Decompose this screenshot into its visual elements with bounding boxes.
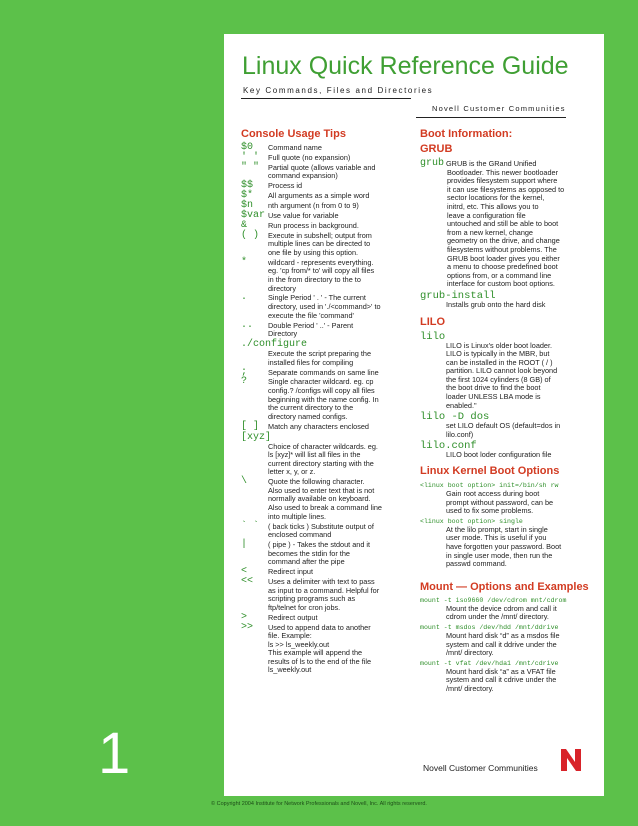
console-tip-row — [241, 202, 415, 211]
kernel-options-list — [420, 482, 585, 569]
console-tip-row — [241, 420, 415, 432]
lilo-default-command: lilo -D dos — [420, 411, 490, 424]
kernel-options-heading: Linux Kernel Boot Options — [420, 465, 560, 478]
kernel-option-description: At the lilo prompt, start in single user mode. This is useful if you have forgotten your password. Boot in single user mode, then run the passwd command. — [446, 524, 562, 569]
console-tip-symbol: $* — [241, 190, 254, 202]
mount-example-description: Mount the device cdrom and call it cdrom under the /mnt/ directory. — [446, 603, 557, 622]
console-tip-symbol: ; — [241, 366, 248, 378]
console-tip-symbol: $$ — [241, 180, 254, 192]
console-tip-symbol: >> — [241, 621, 254, 633]
mount-heading: Mount — Options and Examples — [420, 580, 589, 593]
boot-column — [420, 128, 589, 696]
console-tips-heading: Console Usage Tips — [241, 128, 346, 140]
console-tip-row — [241, 256, 415, 293]
console-tip-row — [241, 151, 415, 163]
console-tip-description: Single Period ' . ' - The current directory, used in './<command>' to execute the file 'command' — [268, 293, 381, 320]
console-tip-row — [241, 161, 415, 181]
console-tip-description: Quote the following character. Also used to enter text that is not normally available on keyboard. Also used to break a command line into multiple lines. — [268, 477, 382, 521]
console-tip-symbol: * — [241, 256, 248, 268]
console-tip-symbol: ' ' — [241, 151, 260, 163]
console-tip-symbol: ` ` — [241, 520, 260, 532]
console-tip-description: Redirect input — [268, 567, 314, 577]
grub-heading: GRUB — [420, 143, 453, 155]
console-tip-symbol: > — [241, 611, 248, 623]
console-tip-description: Run process in background. — [268, 220, 359, 230]
console-tip-symbol: $var — [241, 209, 266, 221]
console-tip-row — [241, 575, 415, 612]
page-subtitle: Key Commands, Files and Directories — [243, 86, 434, 95]
console-tip-description: Use value for variable — [268, 210, 339, 220]
console-tip-symbol: << — [241, 575, 254, 587]
console-tip-row — [241, 144, 415, 153]
mount-example-command: mount -t iso9660 /dev/cdrom mnt/cdrom — [420, 596, 567, 604]
header-rule-left — [241, 98, 411, 99]
kernel-option-command: <linux boot option> init=/bin/sh rw — [420, 482, 559, 490]
kernel-option-command: <linux boot option> single — [420, 517, 523, 525]
grub-install-command: grub-install — [420, 289, 496, 302]
grub-entry — [420, 160, 585, 289]
console-tip-description: Partial quote (allows variable and command expansion) — [268, 162, 376, 181]
console-tip-row — [241, 182, 415, 191]
console-tip-description: ( back ticks ) Substitute output of enclosed command — [268, 521, 374, 540]
console-tip-row — [241, 478, 415, 521]
console-tip-row — [241, 340, 415, 367]
mount-example-description: Mount hard disk “d” as a msdos file system and call it ddrive under the /mnt/ directory. — [446, 630, 560, 658]
console-tip-symbol: $n — [241, 200, 254, 212]
console-tip-description: Redirect output — [268, 612, 318, 622]
console-tip-description: Execute in subshell; output from multiple lines can be directed to one file by using this option. — [268, 230, 372, 257]
console-tip-row — [241, 294, 415, 320]
console-tip-symbol: [ ] — [241, 420, 260, 432]
page-number: 1 — [98, 721, 131, 786]
console-tip-row — [241, 229, 415, 258]
kernel-option-description: Gain root access during boot prompt without password, can be used to fix some problems. — [446, 489, 554, 516]
copyright-notice: © Copyright 2004 Institute for Network Professionals and Novell, Inc. All rights reserverd. — [211, 801, 427, 807]
console-tip-description: wildcard - represents everything. eg. 'cp from/* to' will copy all files in the from directory to the to directory — [268, 257, 375, 293]
console-tip-row — [241, 319, 415, 339]
console-tip-symbol: . — [241, 292, 248, 304]
console-tip-description: ( pipe ) - Takes the stdout and it becomes the stdin for the command after the pipe — [268, 539, 371, 567]
console-tip-description: Separate commands on same line — [268, 367, 379, 377]
console-tip-row — [241, 192, 415, 201]
console-tip-symbol: ./configure — [241, 339, 308, 351]
header-rule-right — [416, 117, 566, 118]
console-tip-symbol: $0 — [241, 142, 254, 153]
lilo-description: LILO is Linux's older boot loader. LILO is typically in the MBR, but can be installed in the ROOT ( / ) partition. LILO cannot look beyond the first 1024 cylinders (8 GB) of the boot drive to find the boot loader UNLESS LBA mode is enabled." — [446, 340, 558, 410]
console-tip-row — [241, 433, 415, 477]
grub-install-description: Installs grub onto the hard disk — [446, 299, 546, 309]
grub-description: GRUB is the GRand Unified Bootloader. This newer bootloader provides filesystem support where it can use filesystems as opposed to sector locations for the kernel, initrd, etc. This allows you to leave a configuration file untouched and still be able to boot from a new kernel, change geometry on the drive, and change filesystems without problems. The GRUB boot loader gives you either a menu to choose predefined boot options from, or a command line interface for custom boot options. — [446, 159, 565, 289]
console-tip-description: Single character wildcard. eg. cp config.? /configs will copy all files beginning with the name config. In the current directory to the directory named configs. — [268, 377, 379, 421]
console-tip-description: Process id — [268, 181, 303, 191]
novell-logo-icon — [560, 748, 582, 772]
console-tip-row — [241, 219, 415, 231]
console-tip-description: Used to append data to another file. Example: ls >> ls_weekly.out This example will append the results of ls to the end of the file ls_weekly.out — [268, 622, 372, 675]
console-tip-description: nth argument (n from 0 to 9) — [268, 201, 359, 211]
mount-example-command: mount -t vfat /dev/hda1 /mnt/cdrive — [420, 659, 559, 667]
console-tip-row — [241, 366, 415, 378]
console-tip-description: Command name — [268, 143, 322, 152]
mount-example-command: mount -t msdos /dev/hdd /mnt/ddrive — [420, 623, 559, 631]
page-title: Linux Quick Reference Guide — [242, 52, 569, 80]
brand-header: Novell Customer Communities — [432, 104, 566, 113]
mount-example-description: Mount hard disk “a” as a VFAT file system and call it cdrive under the /mnt/ directory. — [446, 666, 557, 693]
console-tip-description: Uses a delimiter with text to pass as input to a command. Helpful for scripting programs such as ftp/telnet for cron jobs. — [268, 576, 380, 612]
console-tip-description: Match any characters enclosed — [268, 421, 369, 431]
console-tip-row — [241, 538, 415, 567]
console-tip-row — [241, 611, 415, 623]
console-tip-description: All arguments as a simple word — [268, 191, 370, 201]
console-tip-symbol: < — [241, 566, 248, 578]
lilo-conf-description: LILO boot loder configuration file — [446, 450, 552, 460]
console-tip-row — [241, 568, 415, 577]
console-tip-row — [241, 378, 415, 421]
console-tip-symbol: .. — [241, 319, 254, 331]
console-tip-row — [241, 209, 415, 221]
console-tips-list — [241, 144, 415, 675]
brand-footer: Novell Customer Communities — [423, 763, 538, 773]
mount-options-list — [420, 597, 585, 694]
console-tip-symbol: ( ) — [241, 229, 260, 241]
console-tip-row — [241, 520, 415, 540]
lilo-command: lilo — [420, 330, 446, 343]
boot-info-heading: Boot Information: — [420, 128, 513, 140]
console-tip-symbol: & — [241, 219, 248, 231]
console-tip-row — [241, 621, 415, 676]
console-tip-description: Full quote (no expansion) — [268, 152, 351, 162]
lilo-heading: LILO — [420, 315, 446, 328]
lilo-conf-command: lilo.conf — [420, 440, 477, 453]
console-tip-symbol: | — [241, 538, 248, 550]
lilo-default-description: set LILO default OS (default=dos in lilo.conf) — [446, 421, 561, 439]
console-tip-symbol: \ — [241, 476, 248, 488]
console-tip-description: Execute the script preparing the installed files for compiling — [268, 349, 372, 367]
console-tip-symbol: ? — [241, 376, 248, 388]
console-tip-description: Choice of character wildcards. eg. ls [xyz]* will list all files in the current directory starting with the letter x, y, or z. — [268, 441, 378, 477]
grub-command: grub — [420, 158, 445, 169]
console-tip-symbol: [xyz] — [241, 431, 272, 443]
console-tips-column — [241, 128, 415, 676]
console-tip-symbol: " " — [241, 161, 260, 173]
console-tip-description: Double Period ' ..' - Parent Directory — [268, 320, 354, 339]
